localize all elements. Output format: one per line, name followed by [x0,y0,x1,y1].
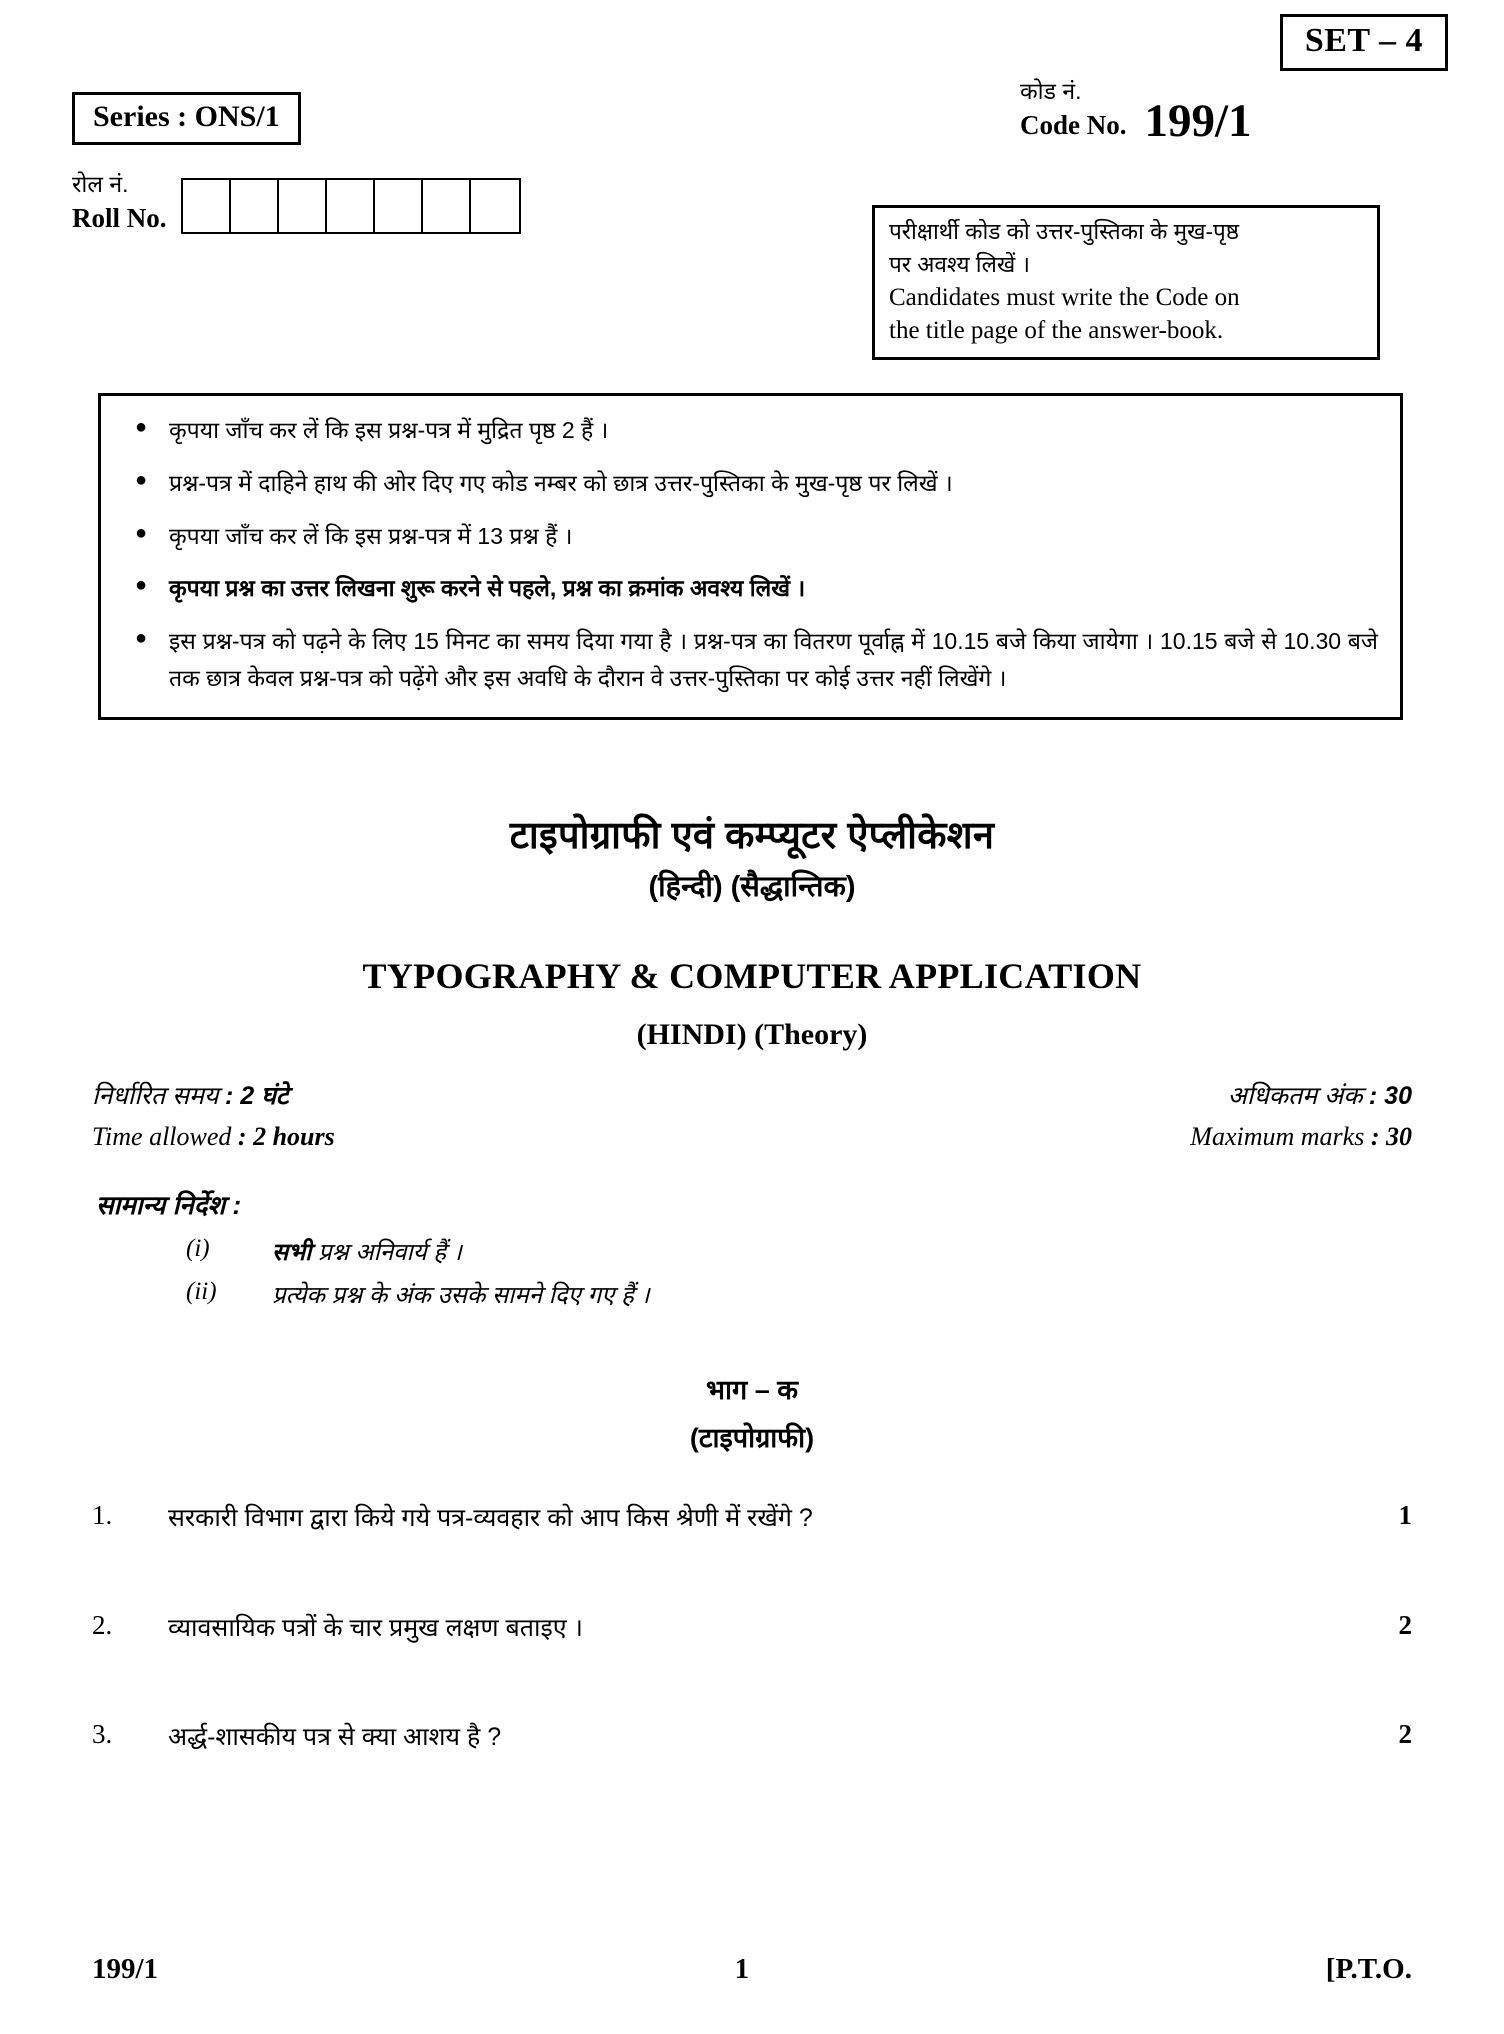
time-marks-row-english [92,1122,1412,1152]
footer-page-number: 1 [734,1953,750,1985]
marks-value-english: : 30 [1370,1122,1412,1151]
question-text: अर्द्ध-शासकीय पत्र से क्या आशय है ? [168,1723,502,1751]
question-number: 1. [92,1500,113,1530]
roll-digit-cell[interactable] [375,180,423,232]
paper-title-english: TYPOGRAPHY & COMPUTER APPLICATION [362,956,1142,996]
roll-label-hindi: रोल नं. [72,171,129,197]
general-instruction-text [272,1235,462,1268]
question-list [92,1500,1412,1829]
code-number-block [1020,76,1252,147]
footer-pto: [P.T.O. [1325,1953,1412,1985]
time-label-english: Time allowed [92,1122,232,1151]
general-instructions-heading: सामान्य निर्देश : [96,1190,242,1220]
instruction-text: कृपया प्रश्न का उत्तर लिखना शुरू करने से पहले, प्रश्न का क्रमांक अवश्य लिखें । [169,575,806,602]
candidate-note-hindi-line1: परीक्षार्थी कोड को उत्तर-पुस्तिका के मुख-पृष्ठ [889,219,1240,244]
code-label-english: Code No. [1020,110,1127,141]
roll-labels [72,168,167,238]
bullet-icon: ● [135,574,148,597]
question-number: 2. [92,1609,113,1640]
paper-title-hindi: टाइपोग्राफी एवं कम्प्यूटर ऐप्लीकेशन [509,815,995,857]
set-number-box: SET – 4 [1280,14,1448,71]
instructions-box [98,393,1403,720]
page-footer [92,1953,1412,1986]
marks-value-hindi: : 30 [1368,1082,1412,1110]
question-marks: 2 [1398,1719,1412,1749]
instruction-text: इस प्रश्न-पत्र को पढ़ने के लिए 15 मिनट का समय दिया गया है । प्रश्न-पत्र का वितरण पूर्वाह्न में 10.15 बजे किया जायेगा । 10.15 बजे से 10.30 बजे तक छात्र केवल प्रश्न-पत्र को पढ़ेंगे और इस अवधि के दौरान वे उत्तर-पुस्तिका पर कोई उत्तर नहीं लिखेंगे । [169,628,1378,691]
code-label-hindi: कोड नं. [1020,78,1082,104]
general-instructions-list [186,1235,650,1321]
roll-digit-cell[interactable] [183,180,231,232]
paper-subtitle-english: (HINDI) (Theory) [636,1018,868,1051]
instruction-item [123,412,1378,449]
code-value: 199/1 [1144,95,1252,148]
instruction-text: कृपया जाँच कर लें कि इस प्रश्न-पत्र में मुद्रित पृष्ठ 2 हैं । [169,417,609,443]
part-subheading: (टाइपोग्राफी) [689,1423,815,1453]
general-instruction-text: प्रत्येक प्रश्न के अंक उसके सामने दिए गए हैं । [272,1282,650,1309]
candidate-note-hindi-line2: पर अवश्य लिखें । [889,251,1031,277]
general-instruction-roman: (ii) [186,1278,217,1305]
general-instruction-bold-part: सभी [272,1239,312,1266]
roll-digit-cell[interactable] [279,180,327,232]
time-label-hindi: निर्धारित समय [92,1082,219,1110]
question-row [92,1610,1412,1648]
footer-code: 199/1 [92,1953,159,1985]
maximum-marks-hindi [1228,1078,1412,1112]
instruction-item [123,518,1378,555]
part-heading: भाग – क [706,1375,798,1405]
instruction-text: कृपया जाँच कर लें कि इस प्रश्न-पत्र में 13 प्रश्न हैं । [169,522,573,549]
question-number: 3. [92,1719,113,1749]
roll-number-grid[interactable] [181,178,521,234]
time-allowed-english [92,1122,335,1152]
time-allowed-hindi [92,1078,288,1112]
roll-digit-cell[interactable] [327,180,375,232]
instruction-item [123,570,1378,607]
question-marks: 2 [1398,1609,1412,1640]
bullet-icon: ● [135,627,148,650]
general-instruction-roman: (i) [186,1235,210,1262]
general-instruction-item [186,1278,650,1311]
candidate-note-english-line1: Candidates must write the Code on [889,284,1240,312]
maximum-marks-english [1190,1122,1412,1152]
roll-number-section [72,168,521,238]
roll-digit-cell[interactable] [471,180,519,232]
code-labels [1020,76,1127,147]
candidate-note-english-line2: the title page of the answer-book. [889,317,1224,345]
bullet-icon: ● [135,416,148,438]
time-marks-row-hindi [92,1078,1412,1112]
question-text: सरकारी विभाग द्वारा किये गये पत्र-व्यवहार को आप किस श्रेणी में रखेंगे ? [168,1504,813,1532]
series-box: Series : ONS/1 [72,92,301,145]
time-value-hindi: : 2 घंटे [224,1082,289,1110]
question-row [92,1500,1412,1538]
roll-digit-cell[interactable] [423,180,471,232]
instruction-item [123,465,1378,502]
time-value-english: : 2 hours [237,1122,335,1151]
question-row [92,1719,1412,1757]
bullet-icon: ● [135,468,148,491]
instruction-item [123,623,1378,697]
roll-label-english: Roll No. [72,203,167,234]
question-text: व्यावसायिक पत्रों के चार प्रमुख लक्षण बताइए । [168,1613,583,1642]
marks-label-hindi: अधिकतम अंक [1227,1082,1363,1110]
instruction-text: प्रश्न-पत्र में दाहिने हाथ की ओर दिए गए कोड नम्बर को छात्र उत्तर-पुस्तिका के मुख-पृष्ठ पर लिखें । [169,469,953,496]
question-marks: 1 [1398,1500,1412,1530]
general-instruction-rest: प्रश्न अनिवार्य हैं । [311,1239,462,1266]
candidate-code-instruction-box [872,205,1380,360]
bullet-icon: ● [135,521,148,544]
general-instruction-item [186,1235,650,1268]
roll-digit-cell[interactable] [231,180,279,232]
marks-label-english: Maximum marks [1190,1122,1365,1151]
paper-subtitle-hindi: (हिन्दी) (सैद्धान्तिक) [648,871,856,903]
